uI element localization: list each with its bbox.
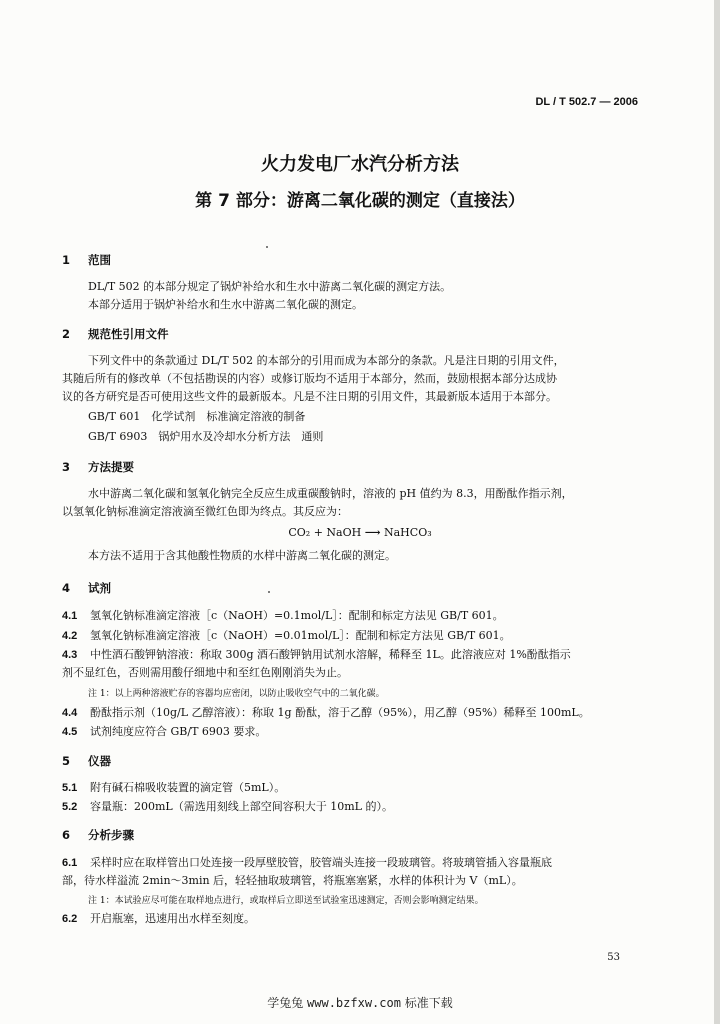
paragraph: 本方法不适用于含其他酸性物质的水样中游离二氧化碳的测定。	[88, 549, 396, 562]
document-title: 火力发电厂水汽分析方法	[261, 154, 459, 175]
section-title: 试剂	[88, 581, 111, 595]
section-title: 方法提要	[88, 460, 134, 474]
footer-tagline: 标准下载	[404, 996, 453, 1010]
chemical-equation	[0, 526, 720, 539]
clause-number: 5.1	[62, 782, 78, 794]
paragraph: 本部分适用于锅炉补给水和生水中游离二氧化碳的测定。	[88, 298, 363, 311]
reference-item: GB/T 601 化学试剂 标准滴定溶液的制备	[88, 410, 306, 423]
paragraph-line: 议的各方研究是否可使用这些文件的最新版本。凡是不注日期的引用文件，其最新版本适用于本部分。	[62, 390, 557, 403]
equation-reactants: CO₂ + NaOH	[288, 526, 362, 539]
reference-item: GB/T 6903 锅炉用水及冷却水分析方法 通则	[88, 430, 324, 443]
clause-5-1	[62, 779, 285, 795]
clause-text: 开启瓶塞，迅速用出水样至刻度。	[90, 912, 255, 925]
paragraph-line: 其随后所有的修改单（不包括勘误的内容）或修订版均不适用于本部分，然而，鼓励根据本部分达成协	[62, 372, 557, 385]
equation-product: NaHCO₃	[384, 526, 432, 539]
clause-number: 4.3	[62, 649, 78, 661]
note: 注 1：以上两种溶液贮存的容器均应密闭，以防止吸收空气中的二氧化碳。	[88, 689, 385, 699]
clause-4-4	[62, 704, 590, 720]
footer-site-name: 学兔兔	[267, 996, 304, 1010]
scan-speck	[266, 246, 268, 248]
section-1-heading	[62, 252, 111, 268]
clause-text: 采样时应在取样管出口处连接一段厚壁胶管，胶管端头连接一段玻璃管。将玻璃管插入容量瓶底	[90, 856, 552, 869]
scan-speck	[268, 591, 270, 593]
section-4-heading	[62, 580, 111, 596]
section-title: 分析步骤	[88, 828, 134, 842]
clause-4-3	[62, 646, 571, 662]
clause-4-1	[62, 607, 504, 623]
clause-text: 酚酞指示剂（10g/L 乙醇溶液）：称取 1g 酚酞，溶于乙醇（95%），用乙醇（95%）稀释至 100mL。	[90, 706, 590, 719]
section-5-heading	[62, 753, 111, 769]
clause-4-5	[62, 723, 266, 739]
clause-6-2	[62, 910, 255, 926]
section-number: 2	[62, 327, 71, 341]
clause-number: 4.4	[62, 707, 78, 719]
clause-text: 容量瓶：200mL（需选用刻线上部空间容积大于 10mL 的）。	[90, 800, 393, 813]
clause-number: 6.1	[62, 857, 78, 869]
clause-number: 4.5	[62, 726, 78, 738]
clause-6-1	[62, 854, 552, 870]
clause-number: 5.2	[62, 801, 78, 813]
clause-number: 4.2	[62, 630, 78, 642]
section-2-heading	[62, 326, 169, 342]
clause-text: 中性酒石酸钾钠溶液：称取 300g 酒石酸钾钠用试剂水溶解，稀释至 1L。此溶液应对 1%酚酞指示	[90, 648, 571, 661]
paragraph-line: 下列文件中的条款通过 DL/T 502 的本部分的引用而成为本部分的条款。凡是注日期的引用文件，	[88, 354, 565, 367]
clause-number: 4.1	[62, 610, 78, 622]
document-subtitle: 第 7 部分：游离二氧化碳的测定（直接法）	[195, 191, 525, 211]
clause-number: 6.2	[62, 913, 78, 925]
clause-text: 附有碱石棉吸收装置的滴定管（5mL）。	[90, 781, 286, 794]
clause-text: 氢氧化钠标准滴定溶液［c（NaOH）=0.01mol/L］：配制和标定方法见 GB/T 601。	[90, 629, 511, 642]
section-number: 1	[62, 253, 71, 267]
paragraph-line: 水中游离二氧化碳和氢氧化钠完全反应生成重碳酸钠时，溶液的 pH 值约为 8.3，用酚酞作指示剂，	[88, 487, 573, 500]
section-3-heading	[62, 459, 134, 475]
paragraph-line: 以氢氧化钠标准滴定溶液滴至微红色即为终点。其反应为：	[62, 505, 348, 518]
section-title: 仪器	[88, 754, 111, 768]
clause-text: 氢氧化钠标准滴定溶液［c（NaOH）=0.1mol/L］：配制和标定方法见 GB/T 601。	[90, 609, 504, 622]
clause-text: 试剂纯度应符合 GB/T 6903 要求。	[90, 725, 267, 738]
note: 注 1：本试验应尽可能在取样地点进行，或取样后立即送至试验室迅速测定，否则会影响测定结果。	[88, 896, 484, 906]
section-number: 3	[62, 460, 71, 474]
section-number: 4	[62, 581, 71, 595]
section-number: 6	[62, 828, 71, 842]
section-6-heading	[62, 827, 134, 843]
paragraph: DL/T 502 的本部分规定了锅炉补给水和生水中游离二氧化碳的测定方法。	[88, 280, 452, 293]
section-number: 5	[62, 754, 71, 768]
clause-4-2	[62, 627, 511, 643]
clause-continuation: 剂不显红色，否则需用酸仔细地中和至红色刚刚消失为止。	[62, 666, 348, 679]
footer-url[interactable]: www.bzfxw.com	[307, 996, 401, 1010]
footer-watermark	[0, 994, 720, 1011]
clause-5-2	[62, 798, 393, 814]
page-number: 53	[607, 952, 620, 963]
section-title: 范围	[88, 253, 111, 267]
clause-continuation: 部，待水样溢流 2min～3min 后，轻轻抽取玻璃管，将瓶塞塞紧，水样的体积计为 V（mL）。	[62, 874, 523, 887]
reaction-arrow: ⟶	[364, 526, 381, 539]
section-title: 规范性引用文件	[88, 327, 169, 341]
standard-code: DL / T 502.7 — 2006	[535, 96, 638, 108]
